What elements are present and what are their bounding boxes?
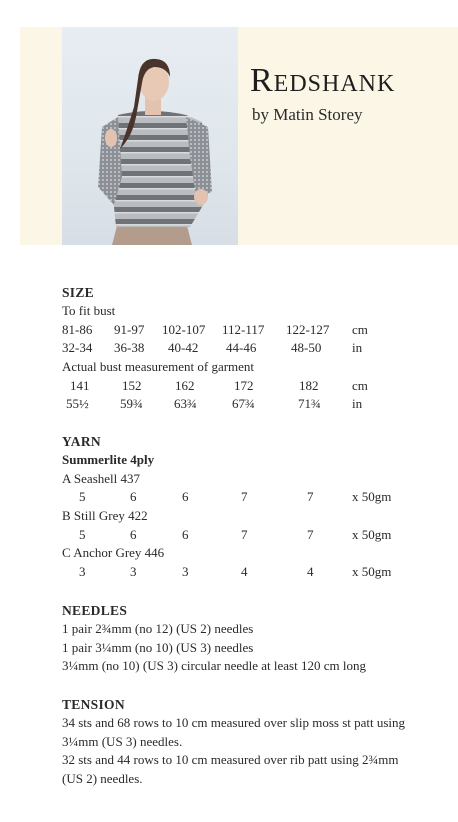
fit-cm-value: 102-107 (162, 321, 206, 337)
actual-cm-value: 162 (175, 377, 195, 393)
yarn-quantity: 7 (307, 489, 314, 505)
yarn-section (62, 434, 452, 582)
actual-cm-value: 152 (122, 377, 142, 393)
needle-line: 1 pair 2¾mm (no 12) (US 2) needles (62, 621, 254, 636)
yarn-quantity: 3 (130, 564, 137, 580)
actual-in-value: 59¾ (120, 396, 143, 412)
actual-in-value: 71¾ (298, 396, 321, 412)
tension-line: 34 sts and 68 rows to 10 cm measured over slip moss st patt using (62, 715, 406, 730)
yarn-quantity: 3 (79, 564, 86, 580)
yarn-quantity: 6 (130, 489, 137, 505)
yarn-color-label: B Still Grey 422 (62, 508, 148, 524)
yarn-name: Summerlite 4ply (62, 452, 155, 467)
to-fit-label: To fit bust (62, 303, 116, 318)
actual-in-value: 63¾ (174, 396, 197, 412)
actual-in-value: 67¾ (232, 396, 255, 412)
model-photo (62, 27, 238, 245)
actual-cm-value: 172 (234, 377, 254, 393)
yarn-quantity: 5 (79, 489, 86, 505)
tension-line: 3¼mm (US 3) needles. (62, 733, 183, 749)
yarn-quantity-row (62, 488, 452, 507)
needles-heading: NEEDLES (62, 603, 128, 618)
yarn-quantity: 6 (130, 526, 137, 542)
fit-cm-value: 122-127 (286, 321, 330, 337)
yarn-quantity: 3 (182, 564, 189, 580)
pattern-title: Redshank (250, 62, 396, 99)
fit-cm-unit: cm (352, 321, 368, 337)
yarn-quantity-row (62, 563, 452, 582)
fit-in-value: 48-50 (291, 340, 322, 356)
actual-bust-label: Actual bust measurement of garment (62, 359, 255, 375)
yarn-color-label: C Anchor Grey 446 (62, 545, 165, 561)
yarn-unit: x 50gm (352, 489, 392, 505)
fit-cm-value: 91-97 (114, 321, 145, 337)
yarn-quantity: 7 (241, 489, 248, 505)
size-heading: SIZE (62, 285, 94, 300)
yarn-quantity: 6 (182, 526, 189, 542)
fit-cm-row (62, 321, 452, 340)
fit-in-value: 32-34 (62, 340, 93, 356)
actual-in-row (62, 395, 452, 414)
fit-in-row (62, 339, 452, 358)
fit-in-value: 44-46 (226, 340, 257, 356)
yarn-color-label: A Seashell 437 (62, 470, 140, 486)
fit-in-value: 36-38 (114, 340, 145, 356)
fit-cm-value: 81-86 (62, 321, 93, 337)
designer-byline: by Matin Storey (252, 105, 363, 124)
yarn-quantity: 6 (182, 489, 189, 505)
needle-line: 1 pair 3¼mm (no 10) (US 3) needles (62, 639, 254, 655)
actual-in-unit: in (352, 396, 363, 412)
actual-cm-value: 141 (70, 377, 90, 393)
needle-line: 3¼mm (no 10) (US 3) circular needle at least 120 cm long (62, 658, 366, 674)
fit-in-value: 40-42 (168, 340, 199, 356)
tension-heading: TENSION (62, 697, 125, 712)
fit-cm-value: 112-117 (222, 321, 265, 337)
yarn-unit: x 50gm (352, 526, 392, 542)
actual-in-value: 55½ (66, 396, 89, 412)
size-section (62, 285, 452, 414)
yarn-quantity: 7 (307, 526, 314, 542)
yarn-quantity: 7 (241, 526, 248, 542)
yarn-quantity: 4 (307, 564, 314, 580)
needles-section (62, 603, 452, 676)
tension-line: (US 2) needles. (62, 771, 143, 787)
actual-cm-row (62, 377, 452, 396)
yarn-heading: YARN (62, 434, 101, 449)
yarn-unit: x 50gm (352, 564, 392, 580)
tension-line: 32 sts and 44 rows to 10 cm measured over rib patt using 2¾mm (62, 752, 399, 768)
tension-section (62, 697, 452, 789)
fit-in-unit: in (352, 340, 363, 356)
yarn-quantity: 5 (79, 526, 86, 542)
actual-cm-value: 182 (299, 377, 319, 393)
yarn-quantity: 4 (241, 564, 248, 580)
actual-cm-unit: cm (352, 377, 368, 393)
yarn-quantity-row (62, 526, 452, 545)
